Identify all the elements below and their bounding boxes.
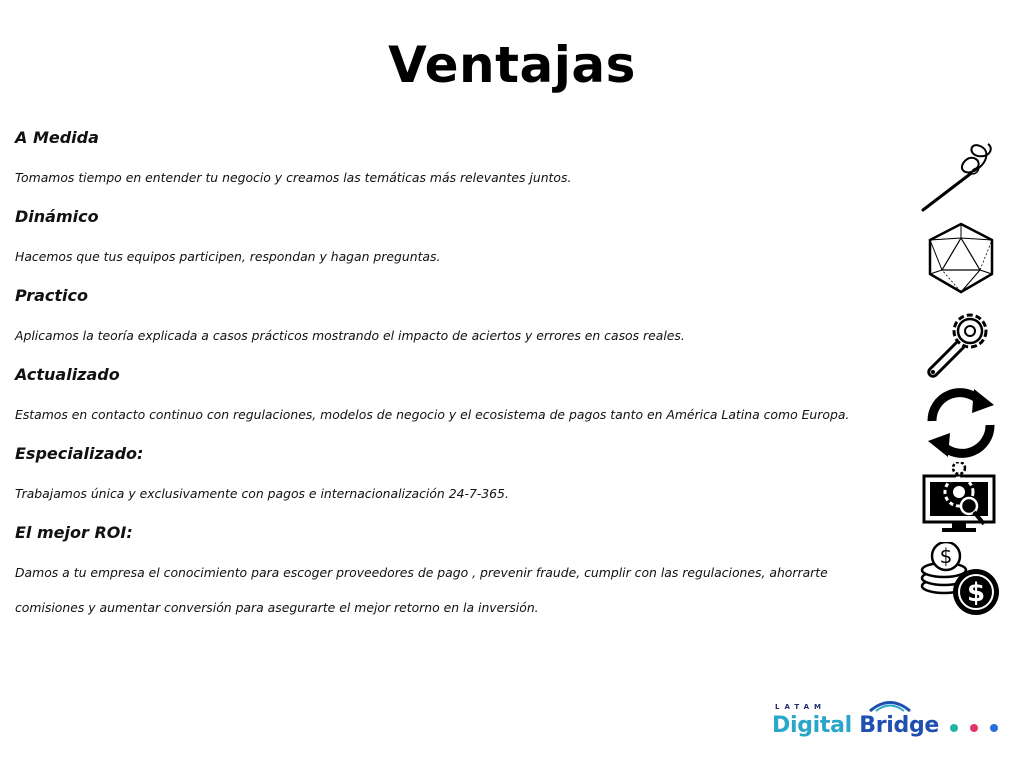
text-practico: Aplicamos la teoría explicada a casos prácticos mostrando el impacto de aciertos y errores en casos reales. xyxy=(15,328,685,343)
heading-a-medida: A Medida xyxy=(15,128,99,147)
heading-dinamico: Dinámico xyxy=(15,207,99,226)
text-actualizado: Estamos en contacto continuo con regulaciones, modelos de negocio y el ecosistema de pagos tanto en América Latina como Europa. xyxy=(15,407,850,422)
logo-word-digital: Digital xyxy=(772,713,852,738)
logo-dot-blue xyxy=(990,724,998,732)
needle-thread-icon xyxy=(918,140,1004,214)
icosahedron-icon xyxy=(918,220,1004,294)
heading-mejor-roi: El mejor ROI: xyxy=(15,523,133,542)
logo-wordmark xyxy=(772,713,939,738)
logo-word-bridge: Bridge xyxy=(859,713,940,738)
text-mejor-roi-line2: comisiones y aumentar conversión para asegurarte el mejor retorno en la inversión. xyxy=(15,600,539,615)
slide-title: Ventajas xyxy=(388,36,636,94)
logo-dot-pink xyxy=(970,724,978,732)
text-dinamico: Hacemos que tus equipos participen, respondan y hagan preguntas. xyxy=(15,249,441,264)
text-mejor-roi-line1: Damos a tu empresa el conocimiento para escoger proveedores de pago , prevenir fraude, cumplir con las regulaciones, ahorrarte xyxy=(15,565,828,580)
coins-dollar-icon xyxy=(918,542,1004,616)
refresh-arrows-icon xyxy=(918,385,1004,459)
text-especializado: Trabajamos única y exclusivamente con pagos e internacionalización 24-7-365. xyxy=(15,486,509,501)
gear-wrench-icon xyxy=(918,305,1004,379)
heading-practico: Practico xyxy=(15,286,89,305)
digital-bridge-logo xyxy=(772,698,1012,746)
computer-gear-icon xyxy=(918,462,1004,536)
logo-latam-text: LATAM xyxy=(775,703,826,711)
svg-text:$: $ xyxy=(966,578,986,608)
svg-text:$: $ xyxy=(939,544,953,568)
logo-bridge-arc-icon xyxy=(866,698,914,712)
logo-dot-teal xyxy=(950,724,958,732)
heading-especializado: Especializado: xyxy=(15,444,144,463)
text-a-medida: Tomamos tiempo en entender tu negocio y creamos las temáticas más relevantes juntos. xyxy=(15,170,572,185)
heading-actualizado: Actualizado xyxy=(15,365,120,384)
